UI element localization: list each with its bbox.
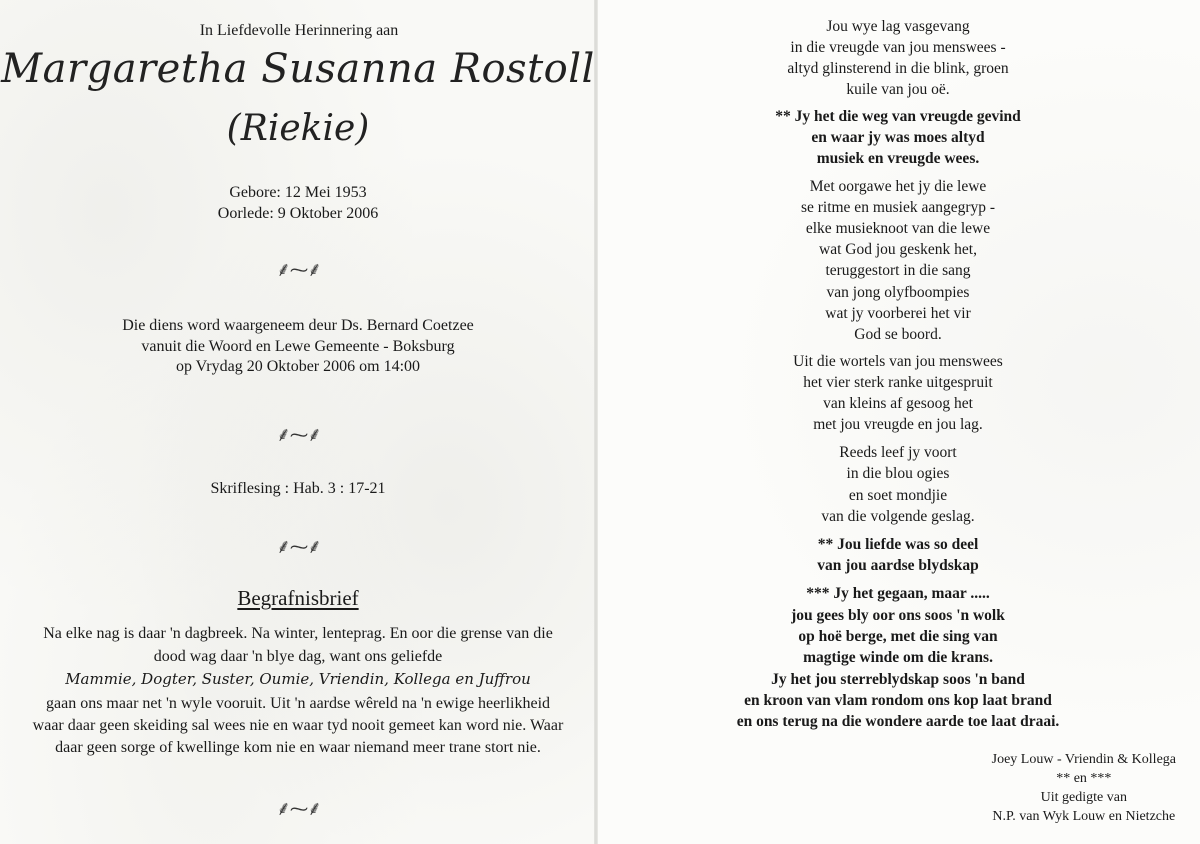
letter-line: waar daar geen skeiding sal wees nie en waar tyd nooit gemeet kan word nie. Waar xyxy=(32,717,564,734)
poem-line: wat jy voorberei het vir xyxy=(825,305,971,322)
credit-line: ** en *** xyxy=(1056,771,1112,786)
poem-line: in die blou ogies xyxy=(846,465,950,482)
poem-line: Uit die wortels van jou menswees xyxy=(793,353,1003,370)
service-line-1: Die diens word waargeneem deur Ds. Bernard Coetzee xyxy=(122,317,474,334)
poem-line: God se boord. xyxy=(854,326,942,343)
service-line-3: op Vrydag 20 Oktober 2006 om 14:00 xyxy=(175,358,421,375)
letter-line: daar geen sorge of kwellinge kom nie en waar niemand meer trane stort nie. xyxy=(55,739,541,756)
ornament-divider: ⸙⁓⸙ xyxy=(276,424,320,446)
poem-line: van jong olyfboompies xyxy=(826,284,970,301)
death-date: Oorlede: 9 Oktober 2006 xyxy=(217,205,379,222)
poem-line: en waar jy was moes altyd xyxy=(811,129,985,146)
poem-credits xyxy=(992,752,1176,828)
poem-line: in die vreugde van jou menswees - xyxy=(790,39,1006,56)
letter-heading: Begrafnisbrief xyxy=(237,586,359,610)
scripture-reading: Skriflesing : Hab. 3 : 17-21 xyxy=(210,480,386,497)
letter-line: gaan ons maar net 'n wyle vooruit. Uit 'n aardse wêreld na 'n ewige heerlikheid xyxy=(45,695,551,712)
letter-line: dood wag daar 'n blye dag, want ons geliefde xyxy=(153,648,443,665)
ornament-divider: ⸙⁓⸙ xyxy=(276,259,320,281)
poem-line: musiek en vreugde wees. xyxy=(816,150,980,167)
poem-line: elke musieknoot van die lewe xyxy=(805,220,991,237)
poem-line: het vier sterk ranke uitgespruit xyxy=(803,374,993,391)
poem-line: ** Jy het die weg van vreugde gevind xyxy=(775,108,1021,125)
poem-line: en ons terug na die wondere aarde toe laat draai. xyxy=(736,713,1060,730)
poem-line: en soet mondjie xyxy=(848,487,948,504)
birth-date: Gebore: 12 Mei 1953 xyxy=(229,184,367,201)
ornament-divider: ⸙⁓⸙ xyxy=(276,536,320,558)
credit-line: Joey Louw - Vriendin & Kollega xyxy=(991,752,1176,767)
service-line-2: vanuit die Woord en Lewe Gemeente - Boksburg xyxy=(141,338,455,355)
deceased-name: Margaretha Susanna Rostoll xyxy=(1,46,595,92)
poem-line: magtige winde om die krans. xyxy=(803,649,993,666)
poem-line: jou gees bly oor ons soos 'n wolk xyxy=(791,607,1005,624)
poem-line: van die volgende geslag. xyxy=(821,508,975,525)
intro-text: In Liefdevolle Herinnering aan xyxy=(199,22,399,39)
deceased-nickname: (Riekie) xyxy=(226,108,370,149)
poem-line: Jy het jou sterreblydskap soos 'n band xyxy=(771,671,1025,688)
credit-line: N.P. van Wyk Louw en Nietzche xyxy=(992,809,1176,824)
poem-line: op hoë berge, met die sing van xyxy=(798,628,998,645)
poem-line: Jou wye lag vasgevang xyxy=(826,18,970,35)
poem-line: wat God jou geskenk het, xyxy=(819,241,977,258)
poem-line: van kleins af gesoog het xyxy=(823,395,973,412)
left-page-content xyxy=(0,0,596,844)
poem-line: altyd glinsterend in die blink, groen xyxy=(787,60,1009,77)
poem-line: met jou vreugde en jou lag. xyxy=(813,416,983,433)
poem-line: se ritme en musiek aangegryp - xyxy=(800,199,996,216)
poem-line: kuile van jou oë. xyxy=(846,81,950,98)
poem-line: van jou aardse blydskap xyxy=(817,557,979,574)
ornament-divider: ⸙⁓⸙ xyxy=(276,798,320,820)
poem-line: ** Jou liefde was so deel xyxy=(817,536,979,553)
poem-line: Reeds leef jy voort xyxy=(839,444,957,461)
poem-line: en kroon van vlam rondom ons kop laat brand xyxy=(744,692,1052,709)
poem-line: *** Jy het gegaan, maar ..... xyxy=(806,585,990,602)
poem-line: Met oorgawe het jy die lewe xyxy=(809,178,987,195)
family-roles: Mammie, Dogter, Suster, Oumie, Vriendin, Kollega en Juffrou xyxy=(65,670,531,688)
credit-line: Uit gedigte van xyxy=(1040,790,1127,805)
poem-line: teruggestort in die sang xyxy=(825,262,971,279)
letter-line: Na elke nag is daar 'n dagbreek. Na winter, lenteprag. En oor die grense van die xyxy=(43,625,553,642)
